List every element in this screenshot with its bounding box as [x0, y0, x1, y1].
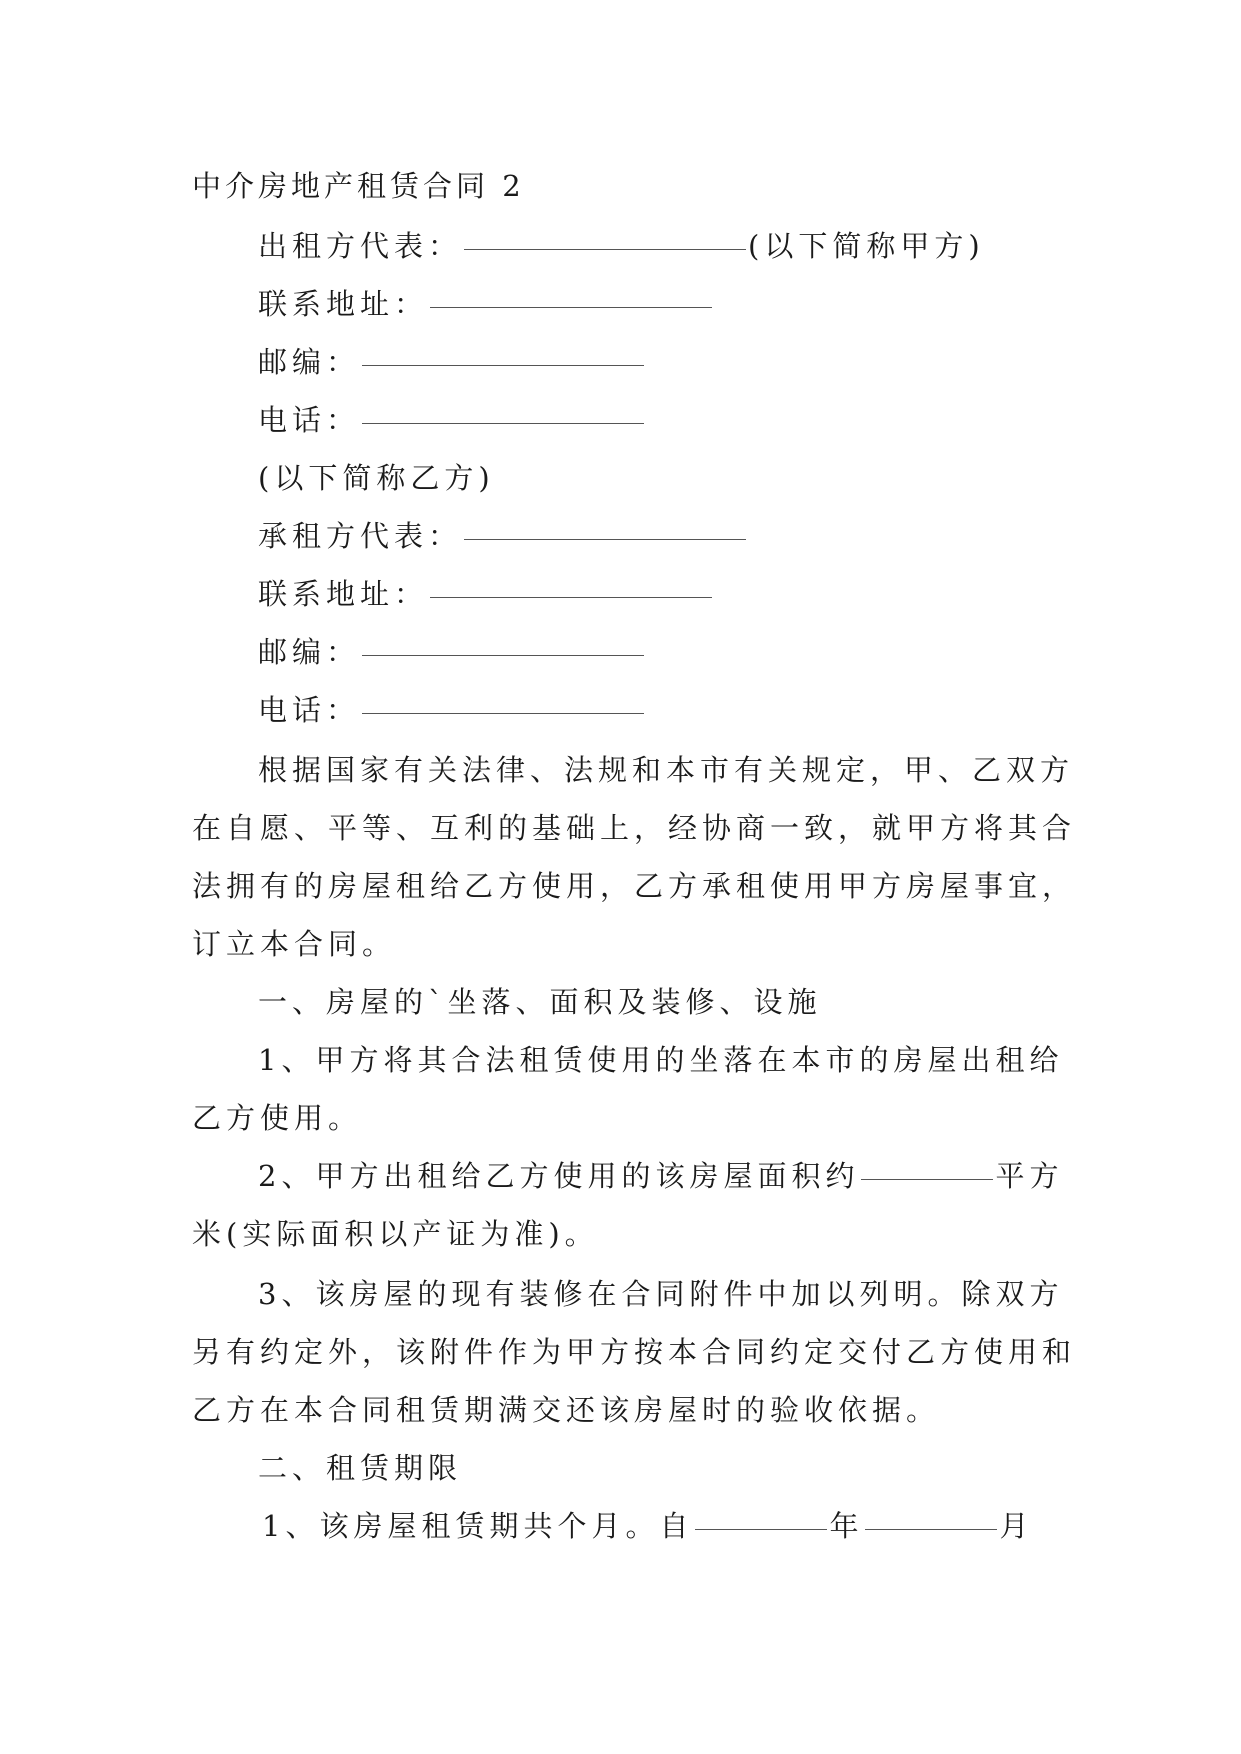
lessee-rep-line [258, 516, 748, 556]
lessor-rep-blank [464, 248, 746, 250]
lessor-postcode-line [258, 342, 646, 382]
section2-item1-line [262, 1506, 1033, 1546]
section1-item2-line [258, 1156, 1063, 1196]
preamble-line: 法拥有的房屋租给乙方使用，乙方承租使用甲方房屋事宜， [192, 869, 1077, 903]
area-blank [861, 1178, 993, 1180]
document-title: 中介房地产租赁合同 2 [192, 169, 525, 203]
preamble-line: 在自愿、平等、互利的基础上，经协商一致，就甲方将其合 [192, 811, 1077, 845]
lessor-address-blank [430, 306, 712, 308]
lessee-phone-line [258, 690, 646, 730]
section2-heading: 二、租赁期限 [258, 1451, 463, 1485]
lessor-rep-note: (以下简称甲方) [748, 229, 985, 263]
lessor-phone-label: 电话： [258, 403, 361, 437]
lessee-phone-label: 电话： [258, 693, 361, 727]
area-unit: 平方 [995, 1159, 1064, 1193]
term-prefix: 1、该房屋租赁期共个月。自 [262, 1509, 694, 1543]
year-label: 年 [829, 1509, 864, 1543]
start-month-blank [865, 1528, 997, 1530]
section1-item3-line: 另有约定外，该附件作为甲方按本合同约定交付乙方使用和 [192, 1335, 1077, 1369]
lessee-postcode-line [258, 632, 646, 672]
month-label: 月 [999, 1509, 1034, 1543]
section1-item3-line: 乙方在本合同租赁期满交还该房屋时的验收依据。 [192, 1393, 941, 1427]
lessee-address-blank [430, 596, 712, 598]
start-year-blank [695, 1528, 827, 1530]
lessor-phone-line [258, 400, 646, 440]
lessor-rep-line [258, 226, 985, 266]
lessee-address-label: 联系地址： [258, 577, 429, 611]
lessor-phone-blank [362, 422, 644, 424]
section1-item2-line2: 米(实际面积以产证为准)。 [192, 1217, 599, 1251]
lessee-rep-label: 承租方代表： [258, 519, 463, 553]
lessor-address-label: 联系地址： [258, 287, 429, 321]
lessee-postcode-label: 邮编： [258, 635, 361, 669]
lessee-rep-blank [464, 538, 746, 540]
lessor-address-line [258, 284, 714, 324]
lessor-postcode-label: 邮编： [258, 345, 361, 379]
preamble-line: 订立本合同。 [192, 927, 397, 961]
section1-item3-line: 3、该房屋的现有装修在合同附件中加以列明。除双方 [258, 1277, 1064, 1311]
lessee-address-line [258, 574, 714, 614]
lessee-phone-blank [362, 712, 644, 714]
section1-heading: 一、房屋的`坐落、面积及装修、设施 [258, 985, 822, 1019]
lessor-postcode-blank [362, 364, 644, 366]
section1-item1-line: 乙方使用。 [192, 1101, 363, 1135]
lessee-note: (以下简称乙方) [258, 461, 495, 495]
lessee-postcode-blank [362, 654, 644, 656]
preamble-line: 根据国家有关法律、法规和本市有关规定，甲、乙双方 [258, 753, 1075, 787]
section1-item1-line: 1、甲方将其合法租赁使用的坐落在本市的房屋出租给 [258, 1043, 1064, 1077]
area-prefix: 2、甲方出租给乙方使用的该房屋面积约 [258, 1159, 860, 1193]
lessor-rep-label: 出租方代表： [258, 229, 463, 263]
